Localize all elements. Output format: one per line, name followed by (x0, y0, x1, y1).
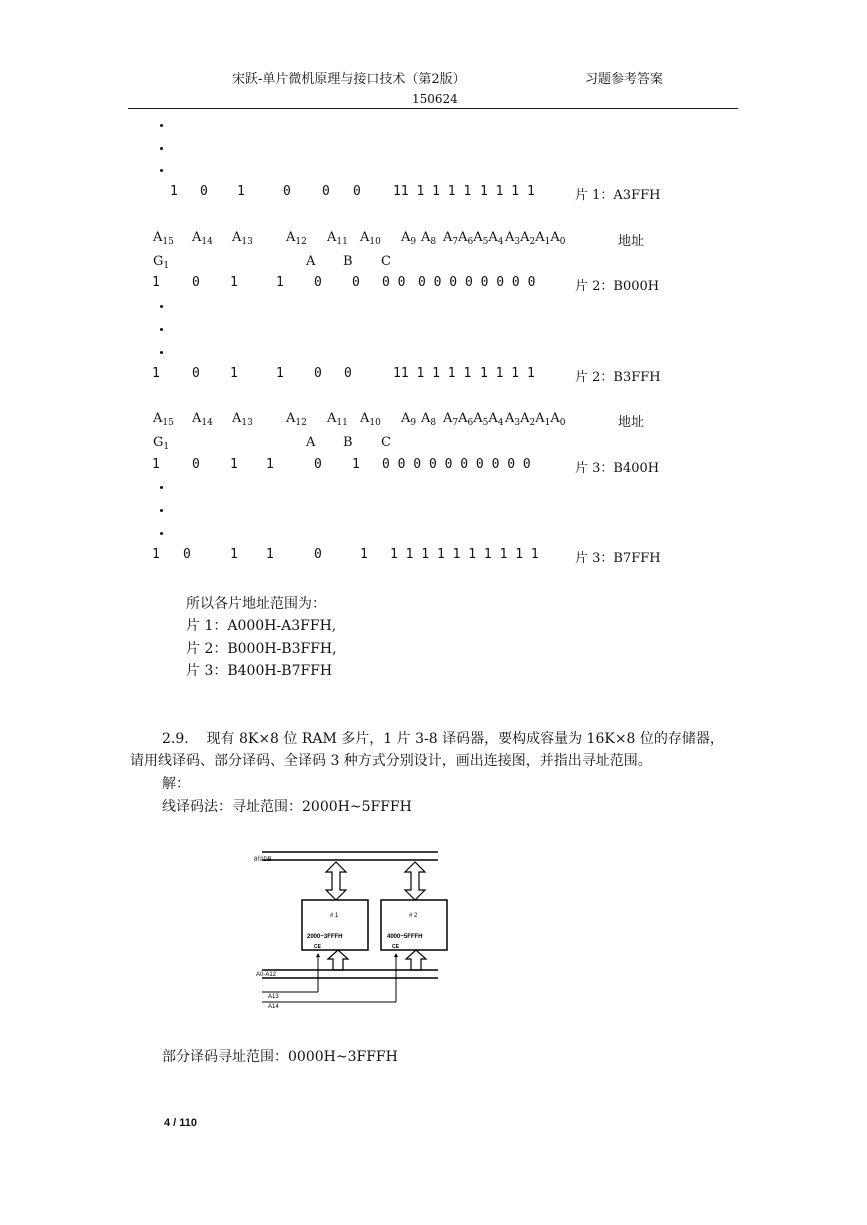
ellipsis-dot (160, 328, 163, 331)
ram-chip-1 (302, 900, 368, 950)
header-code: 150624 (412, 92, 458, 106)
header-rule (128, 108, 738, 109)
a14-label: A14 (268, 1004, 279, 1010)
address-row-chip2-end: 1 0 1 1 0 0 11 1 1 1 1 1 1 1 1 片 2：B3FFH (152, 366, 661, 385)
ellipsis-dot (160, 147, 163, 150)
summary-line-chip3: 片 3：B400H-B7FFH (186, 663, 333, 679)
address-row-chip1-end: 1 0 1 0 0 0 11 1 1 1 1 1 1 1 1 片 1：A3FFH (170, 184, 661, 203)
data-bus-arrow-2 (405, 862, 425, 900)
summary-intro: 所以各片地址范围为： (186, 596, 326, 612)
summary-line-chip1: 片 1：A000H-A3FFH, (186, 618, 337, 634)
partial-decode-range: 部分译码寻址范围：0000H~3FFFH (162, 1049, 398, 1065)
svg-text:4000~5FFFH: 4000~5FFFH (387, 934, 423, 940)
ellipsis-dot (160, 305, 163, 308)
address-label: 地址 (618, 415, 645, 430)
ellipsis-dot (160, 509, 163, 512)
a13-label: A13 (268, 994, 279, 1000)
svg-text:2000~3FFFH: 2000~3FFFH (307, 934, 343, 940)
line-decode-range: 线译码法：寻址范围：2000H~5FFFH (162, 799, 412, 815)
ellipsis-dot (160, 532, 163, 535)
address-arrow-2 (406, 950, 426, 970)
svg-text:CE: CE (314, 944, 321, 950)
address-row-chip2-start: 1 0 1 1 0 0 0 0 0 0 0 0 0 0 0 0 片 2：B000H (152, 275, 660, 294)
summary-line-chip2: 片 2：B000H-B3FFH, (186, 641, 337, 657)
address-bit-header: $A_{15}$ $A_{14}$ $A_{13}$ $A_{12}$ $A_{11}$ $A_{10}$ $A_9$ $A_8$ $A_7A_6A_5A_4$ $A_3A_2A_1A_0$ 地址 (153, 411, 645, 430)
ellipsis-dot (160, 351, 163, 354)
address-arrow-1 (328, 950, 348, 970)
address-bus-label: A0-A12 (256, 972, 277, 978)
address-bit-header: $A_{15}$ $A_{14}$ $A_{13}$ $A_{12}$ $A_{11}$ $A_{10}$ $A_9$ $A_8$ $A_7A_6A_5A_4$ $A_3A_2A_1A_0$ 地址 (153, 230, 645, 249)
ram-chip-2 (381, 900, 447, 950)
svg-text:# 2: # 2 (409, 913, 418, 919)
address-label: 地址 (618, 234, 645, 249)
ellipsis-dot (160, 169, 163, 172)
answer-label: 解： (162, 776, 190, 792)
db-label: 8位DB (254, 857, 272, 863)
header-subtitle: 习题参考答案 (585, 72, 664, 87)
line-decode-diagram (250, 842, 450, 1020)
decoder-inputs-row: $G_1$ A B C (153, 254, 391, 271)
svg-text:# 1: # 1 (330, 913, 339, 919)
question-line-1: 2.9. 现有 8K×8 位 RAM 多片，1 片 3-8 译码器，要构成容量为 16K×8 位的存储器， (162, 731, 724, 747)
data-bus-arrow-1 (326, 862, 346, 900)
ellipsis-dot (160, 124, 163, 127)
address-row-chip3-start: 1 0 1 1 0 1 0 0 0 0 0 0 0 0 0 0 片 3：B400H (152, 457, 660, 476)
ellipsis-dot (160, 486, 163, 489)
svg-text:CE: CE (392, 944, 399, 950)
address-row-chip3-end: 1 0 1 1 0 1 1 1 1 1 1 1 1 1 1 1 片 3：B7FFH (152, 547, 661, 566)
page-number: 4 / 110 (164, 1117, 198, 1129)
decoder-inputs-row: $G_1$ A B C (153, 435, 391, 452)
header-title: 宋跃-单片微机原理与接口技术（第2版） (232, 72, 466, 87)
question-line-2: 请用线译码、部分译码、全译码 3 种方式分别设计，画出连接图，并指出寻址范围。 (130, 753, 652, 769)
